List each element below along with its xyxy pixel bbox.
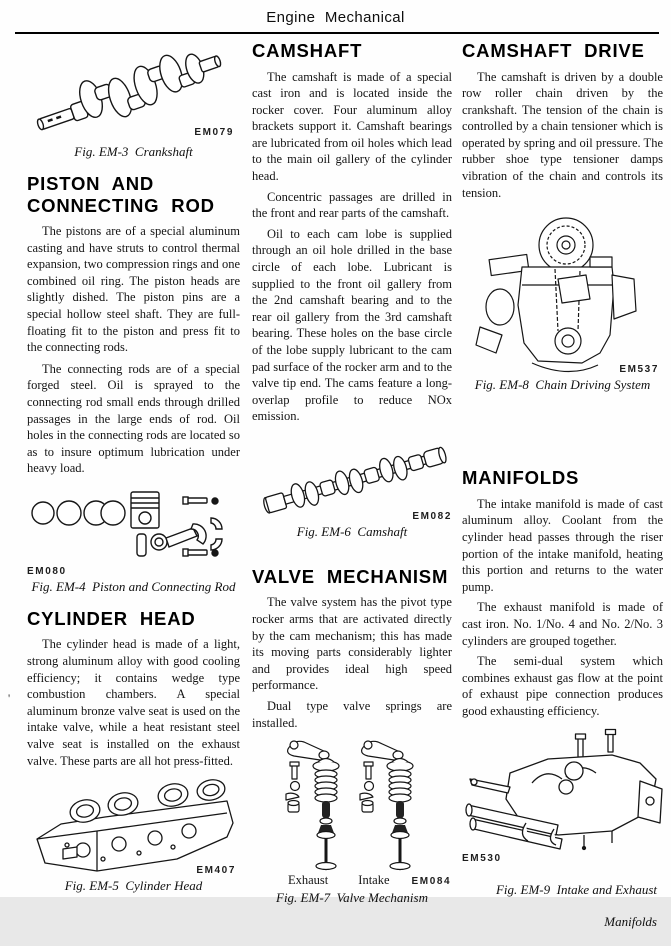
- valve-paragraph-1: The valve system has the pivot type rocker arms that are activated directly by the cam mechanism; this has made its moving parts considerably lighter and provides ideal high speed performance.: [252, 595, 452, 693]
- manifolds-illustration: [462, 729, 663, 851]
- header-rule: [15, 32, 659, 34]
- camshaft-paragraph-2: Concentric passages are drilled in the front and rear parts of the camshaft.: [252, 189, 452, 221]
- valve-figure-labels: [252, 873, 452, 888]
- figure-code-em407: EM407: [196, 865, 236, 877]
- figure-caption-em6: Fig. EM-6 Camshaft: [296, 523, 408, 539]
- caption-line: Fig. EM-9 Intake and Exhaust: [495, 882, 657, 898]
- heading-line: PISTON AND: [27, 173, 155, 194]
- valve-paragraph-2: Dual type valve springs are installed.: [252, 699, 452, 730]
- figure-em3: [27, 40, 240, 160]
- camshaft-illustration: [252, 437, 452, 521]
- piston-paragraph-2: The connecting rods are of a special forged steel. Oil is sprayed to the connecting rod small ends through drilled passages in the large ends of rod. Oil holes in the connecting rods are located so as to insure optimum lubrication under heavy load.: [27, 361, 240, 476]
- figure-code-em084: EM084: [411, 876, 452, 888]
- figure-caption-em3: Fig. EM-3 Crankshaft: [74, 144, 193, 159]
- figure-caption-em5: Fig. EM-5 Cylinder Head: [64, 878, 203, 894]
- section-heading-cylinder-head: CYLINDER HEAD: [27, 607, 196, 629]
- column-2: [252, 40, 452, 906]
- camshaft-drive-paragraph-1: The camshaft is driven by a double row roller chain driven by the crankshaft. The tension of the chain is controlled by a chain tensioner which is operated by spring and oil pressure. The rubber shoe type tensioner damps vibration of the chain and controls its tension.: [462, 69, 663, 200]
- figure-caption-em7: Fig. EM-7 Valve Mechanism: [276, 890, 428, 906]
- chain-driving-system-illustration: [462, 215, 663, 376]
- valve-mechanism-illustration: [252, 737, 452, 873]
- print-artifact-mark: ': [8, 691, 11, 705]
- manifolds-paragraph-1: The intake manifold is made of cast aluminum alloy. Coolant from the cylinder head passes through the riser portion of the intake manifold, heating this portion and returns to the water pump.: [462, 496, 663, 594]
- figure-em8: [462, 215, 663, 393]
- figure-code-em080: EM080: [27, 565, 67, 577]
- figure-em6: [252, 437, 452, 540]
- figure-em7: [252, 737, 452, 906]
- figure-code-em537: EM537: [619, 364, 659, 376]
- figure-code-em082: EM082: [412, 510, 452, 522]
- figure-em9: [462, 729, 663, 946]
- camshaft-paragraph-1: The camshaft is made of a special cast iron and is located inside the rocker cover. Four aluminum alloy brackets support it. Camshaft bearings are lubricated from oil holes which lead to the main oil gallery of the cylinder head.: [252, 69, 452, 184]
- piston-connecting-rod-illustration: [27, 487, 240, 563]
- section-heading-manifolds: MANIFOLDS: [462, 467, 580, 489]
- figure-caption-em9: [462, 866, 663, 946]
- column-1: [27, 40, 240, 894]
- crankshaft-illustration: [27, 40, 240, 140]
- camshaft-paragraph-3: Oil to each cam lobe is supplied through an oil hole drilled in the base circle of each lobe. Lubricant is supplied to the front oil gallery from the 2nd camshaft bearing and to the rear oil gallery from the 3rd camshaft bearing. These holes on the base circle of the lobe supply lubricant to the cam pad surface of the rocker arm and to the valve tip end. The cams feature a long-overlap profile to reduce NOx emission.: [252, 226, 452, 424]
- section-heading-valve-mechanism: VALVE MECHANISM: [252, 565, 449, 587]
- figure-code-em079: EM079: [194, 127, 234, 138]
- piston-paragraph-1: The pistons are of a special aluminum casting and have struts to control thermal expansion, two compression rings and one combined oil ring. The piston heads are slightly dished. The piston pins are a special hollow steel shaft. They are full-floating fit to the piston and press fit to the connecting rods.: [27, 224, 240, 355]
- column-3: [462, 40, 663, 946]
- page-header-title: Engine Mechanical: [266, 9, 405, 26]
- caption-line: Manifolds: [604, 914, 657, 930]
- manifolds-paragraph-2: The exhaust manifold is made of cast iron. No. 1/No. 4 and No. 2/No. 3 cylinders are grouped together.: [462, 600, 663, 648]
- section-heading-camshaft: CAMSHAFT: [252, 40, 363, 61]
- label-intake: Intake: [358, 873, 390, 888]
- section-heading-piston: [27, 173, 240, 216]
- figure-em5: [27, 777, 240, 894]
- heading-line: CONNECTING ROD: [27, 194, 215, 216]
- figure-caption-em4: Fig. EM-4 Piston and Connecting Rod: [31, 578, 236, 594]
- figure-em4: [27, 487, 240, 595]
- figure-code-em530: EM530: [462, 853, 502, 865]
- cylinder-head-paragraph-1: The cylinder head is made of a light, strong aluminum alloy with good cooling efficiency; it contains wedge type combustion chambers. A special aluminum bronze valve seat is used on the intake valve, while a heat resistant steel valve seat is installed on the exhaust valve. These parts are all hot press-fitted.: [27, 637, 240, 768]
- cylinder-head-illustration: [27, 777, 240, 875]
- figure-caption-em8: Fig. EM-8 Chain Driving System: [474, 377, 651, 393]
- manifolds-paragraph-3: The semi-dual system which combines exhaust gas flow at the point of exhaust pipe connection produces good exhausting efficiency.: [462, 654, 663, 718]
- section-heading-camshaft-drive: CAMSHAFT DRIVE: [462, 40, 645, 61]
- label-exhaust: Exhaust: [288, 873, 329, 888]
